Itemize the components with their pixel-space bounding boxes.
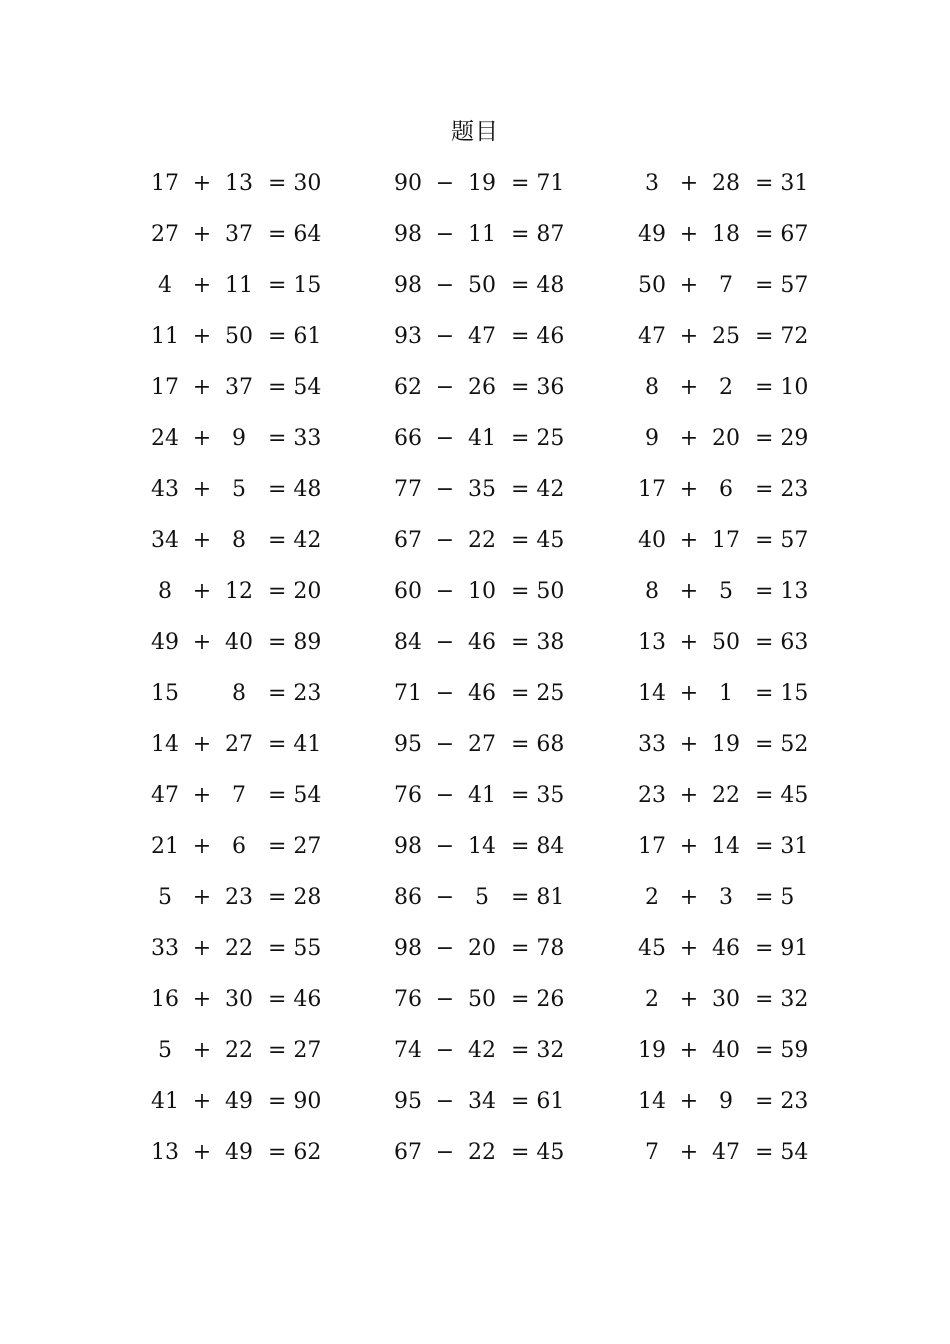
operator-symbol: − [435,1038,455,1063]
second-operand: 8 [232,681,246,706]
answer-text: = 54 [268,375,322,400]
operator-symbol: − [435,834,455,859]
first-operand: 93 [394,324,422,349]
answer-text: = 23 [755,477,809,502]
second-operand: 50 [468,273,496,298]
operator-symbol: + [679,732,699,757]
second-operand: 6 [232,834,246,859]
second-operand: 41 [468,783,496,808]
operator-symbol: + [192,732,212,757]
problem-row [0,216,950,267]
first-operand: 45 [638,936,666,961]
answer-text: = 42 [268,528,322,553]
second-operand: 12 [225,579,253,604]
first-operand: 71 [394,681,422,706]
first-operand: 27 [151,222,179,247]
operator-symbol: + [192,1140,212,1165]
operator-symbol: + [679,324,699,349]
first-operand: 4 [158,273,172,298]
second-operand: 13 [225,171,253,196]
first-operand: 2 [645,885,659,910]
answer-text: = 52 [755,732,809,757]
operator-symbol: + [192,426,212,451]
problem-row [0,165,950,216]
operator-symbol: + [192,987,212,1012]
first-operand: 98 [394,834,422,859]
second-operand: 5 [475,885,489,910]
first-operand: 95 [394,1089,422,1114]
second-operand: 35 [468,477,496,502]
answer-text: = 33 [268,426,322,451]
first-operand: 76 [394,987,422,1012]
first-operand: 8 [158,579,172,604]
second-operand: 47 [468,324,496,349]
answer-text: = 38 [511,630,565,655]
operator-symbol: + [192,834,212,859]
answer-text: = 10 [755,375,809,400]
operator-symbol: − [435,426,455,451]
first-operand: 8 [645,579,659,604]
first-operand: 62 [394,375,422,400]
first-operand: 67 [394,1140,422,1165]
problem-row [0,522,950,573]
second-operand: 3 [719,885,733,910]
second-operand: 5 [232,477,246,502]
problem-row [0,981,950,1032]
first-operand: 21 [151,834,179,859]
answer-text: = 59 [755,1038,809,1063]
second-operand: 22 [225,1038,253,1063]
second-operand: 27 [225,732,253,757]
operator-symbol: + [679,885,699,910]
second-operand: 40 [225,630,253,655]
first-operand: 98 [394,222,422,247]
second-operand: 20 [468,936,496,961]
second-operand: 22 [468,528,496,553]
answer-text: = 45 [511,528,565,553]
operator-symbol: + [679,1089,699,1114]
operator-symbol: − [435,579,455,604]
problem-row [0,777,950,828]
answer-text: = 5 [755,885,795,910]
operator-symbol: − [435,987,455,1012]
first-operand: 3 [645,171,659,196]
answer-text: = 20 [268,579,322,604]
second-operand: 27 [468,732,496,757]
problem-row [0,930,950,981]
first-operand: 66 [394,426,422,451]
operator-symbol: − [435,477,455,502]
second-operand: 9 [232,426,246,451]
operator-symbol: − [435,783,455,808]
operator-symbol: − [435,1140,455,1165]
answer-text: = 32 [755,987,809,1012]
second-operand: 7 [232,783,246,808]
operator-symbol: + [192,477,212,502]
answer-text: = 61 [268,324,322,349]
second-operand: 28 [712,171,740,196]
answer-text: = 78 [511,936,565,961]
answer-text: = 62 [268,1140,322,1165]
answer-text: = 64 [268,222,322,247]
answer-text: = 50 [511,579,565,604]
second-operand: 49 [225,1089,253,1114]
first-operand: 19 [638,1038,666,1063]
page-title: 题目 [451,119,499,145]
second-operand: 50 [468,987,496,1012]
first-operand: 50 [638,273,666,298]
operator-symbol: − [435,375,455,400]
answer-text: = 27 [268,834,322,859]
second-operand: 37 [225,222,253,247]
answer-text: = 57 [755,273,809,298]
second-operand: 46 [468,630,496,655]
second-operand: 11 [225,273,253,298]
answer-text: = 71 [511,171,565,196]
operator-symbol: − [435,171,455,196]
problem-row [0,1134,950,1185]
answer-text: = 29 [755,426,809,451]
second-operand: 25 [712,324,740,349]
answer-text: = 46 [268,987,322,1012]
answer-text: = 35 [511,783,565,808]
second-operand: 14 [468,834,496,859]
answer-text: = 25 [511,681,565,706]
operator-symbol: + [679,630,699,655]
operator-symbol: − [435,528,455,553]
problem-row [0,675,950,726]
problem-row [0,318,950,369]
answer-text: = 31 [755,171,809,196]
second-operand: 20 [712,426,740,451]
operator-symbol: + [679,987,699,1012]
operator-symbol: + [679,528,699,553]
first-operand: 76 [394,783,422,808]
first-operand: 47 [638,324,666,349]
first-operand: 34 [151,528,179,553]
first-operand: 33 [151,936,179,961]
answer-text: = 45 [511,1140,565,1165]
second-operand: 7 [719,273,733,298]
operator-symbol: + [679,936,699,961]
operator-symbol: + [192,375,212,400]
answer-text: = 63 [755,630,809,655]
answer-text: = 72 [755,324,809,349]
answer-text: = 23 [755,1089,809,1114]
operator-symbol: + [192,222,212,247]
problem-row [0,726,950,777]
first-operand: 13 [638,630,666,655]
first-operand: 11 [151,324,179,349]
answer-text: = 25 [511,426,565,451]
answer-text: = 54 [755,1140,809,1165]
first-operand: 47 [151,783,179,808]
first-operand: 17 [151,171,179,196]
answer-text: = 54 [268,783,322,808]
second-operand: 22 [712,783,740,808]
operator-symbol: + [192,630,212,655]
answer-text: = 30 [268,171,322,196]
answer-text: = 87 [511,222,565,247]
second-operand: 46 [468,681,496,706]
second-operand: 23 [225,885,253,910]
answer-text: = 81 [511,885,565,910]
second-operand: 19 [468,171,496,196]
second-operand: 2 [719,375,733,400]
operator-symbol: + [192,1038,212,1063]
second-operand: 34 [468,1089,496,1114]
problem-row [0,1032,950,1083]
first-operand: 17 [638,834,666,859]
answer-text: = 31 [755,834,809,859]
answer-text: = 15 [755,681,809,706]
first-operand: 24 [151,426,179,451]
operator-symbol: + [679,1038,699,1063]
problem-row [0,369,950,420]
answer-text: = 67 [755,222,809,247]
second-operand: 30 [225,987,253,1012]
second-operand: 47 [712,1140,740,1165]
answer-text: = 48 [511,273,565,298]
first-operand: 49 [638,222,666,247]
first-operand: 90 [394,171,422,196]
operator-symbol: − [435,630,455,655]
operator-symbol: + [192,783,212,808]
first-operand: 74 [394,1038,422,1063]
first-operand: 14 [151,732,179,757]
first-operand: 49 [151,630,179,655]
first-operand: 7 [645,1140,659,1165]
operator-symbol: + [679,222,699,247]
second-operand: 49 [225,1140,253,1165]
answer-text: = 46 [511,324,565,349]
first-operand: 98 [394,273,422,298]
answer-text: = 27 [268,1038,322,1063]
operator-symbol: + [679,1140,699,1165]
second-operand: 11 [468,222,496,247]
operator-symbol: + [679,681,699,706]
answer-text: = 48 [268,477,322,502]
first-operand: 15 [151,681,179,706]
second-operand: 6 [719,477,733,502]
operator-symbol: − [435,732,455,757]
second-operand: 40 [712,1038,740,1063]
operator-symbol: + [679,426,699,451]
problem-grid [0,165,950,1185]
operator-symbol: + [192,885,212,910]
problem-row [0,267,950,318]
first-operand: 41 [151,1089,179,1114]
first-operand: 77 [394,477,422,502]
second-operand: 50 [712,630,740,655]
answer-text: = 28 [268,885,322,910]
answer-text: = 57 [755,528,809,553]
answer-text: = 84 [511,834,565,859]
operator-symbol: + [192,324,212,349]
operator-symbol: + [679,579,699,604]
answer-text: = 32 [511,1038,565,1063]
first-operand: 95 [394,732,422,757]
second-operand: 5 [719,579,733,604]
first-operand: 23 [638,783,666,808]
answer-text: = 23 [268,681,322,706]
operator-symbol: + [679,273,699,298]
answer-text: = 42 [511,477,565,502]
answer-text: = 45 [755,783,809,808]
answer-text: = 15 [268,273,322,298]
first-operand: 5 [158,885,172,910]
operator-symbol: − [435,885,455,910]
second-operand: 22 [468,1140,496,1165]
second-operand: 46 [712,936,740,961]
first-operand: 16 [151,987,179,1012]
operator-symbol: + [192,273,212,298]
first-operand: 9 [645,426,659,451]
problem-row [0,624,950,675]
second-operand: 26 [468,375,496,400]
answer-text: = 61 [511,1089,565,1114]
problem-row [0,420,950,471]
problem-row [0,879,950,930]
answer-text: = 55 [268,936,322,961]
answer-text: = 89 [268,630,322,655]
operator-symbol: − [435,681,455,706]
operator-symbol: − [435,324,455,349]
answer-text: = 13 [755,579,809,604]
first-operand: 13 [151,1140,179,1165]
first-operand: 8 [645,375,659,400]
operator-symbol: + [679,834,699,859]
operator-symbol: + [192,579,212,604]
operator-symbol: − [435,1089,455,1114]
operator-symbol: − [435,222,455,247]
first-operand: 43 [151,477,179,502]
second-operand: 22 [225,936,253,961]
second-operand: 17 [712,528,740,553]
second-operand: 1 [719,681,733,706]
operator-symbol [190,675,214,712]
second-operand: 41 [468,426,496,451]
problem-row [0,471,950,522]
answer-text: = 41 [268,732,322,757]
first-operand: 40 [638,528,666,553]
second-operand: 10 [468,579,496,604]
operator-symbol: + [192,528,212,553]
operator-symbol: + [192,171,212,196]
first-operand: 14 [638,681,666,706]
second-operand: 9 [719,1089,733,1114]
first-operand: 17 [151,375,179,400]
first-operand: 5 [158,1038,172,1063]
operator-symbol: + [679,477,699,502]
second-operand: 14 [712,834,740,859]
first-operand: 86 [394,885,422,910]
second-operand: 42 [468,1038,496,1063]
answer-text: = 68 [511,732,565,757]
first-operand: 2 [645,987,659,1012]
answer-text: = 36 [511,375,565,400]
answer-text: = 90 [268,1089,322,1114]
second-operand: 18 [712,222,740,247]
first-operand: 84 [394,630,422,655]
operator-symbol: + [679,171,699,196]
answer-text: = 91 [755,936,809,961]
first-operand: 60 [394,579,422,604]
operator-symbol: + [679,375,699,400]
operator-symbol: + [192,936,212,961]
second-operand: 50 [225,324,253,349]
problem-row [0,828,950,879]
first-operand: 98 [394,936,422,961]
second-operand: 37 [225,375,253,400]
second-operand: 30 [712,987,740,1012]
operator-symbol: + [192,1089,212,1114]
answer-text: = 26 [511,987,565,1012]
problem-row [0,1083,950,1134]
problem-row [0,573,950,624]
first-operand: 17 [638,477,666,502]
operator-symbol: + [679,783,699,808]
second-operand: 8 [232,528,246,553]
first-operand: 14 [638,1089,666,1114]
operator-symbol: − [435,273,455,298]
first-operand: 67 [394,528,422,553]
first-operand: 33 [638,732,666,757]
operator-symbol: − [435,936,455,961]
second-operand: 19 [712,732,740,757]
